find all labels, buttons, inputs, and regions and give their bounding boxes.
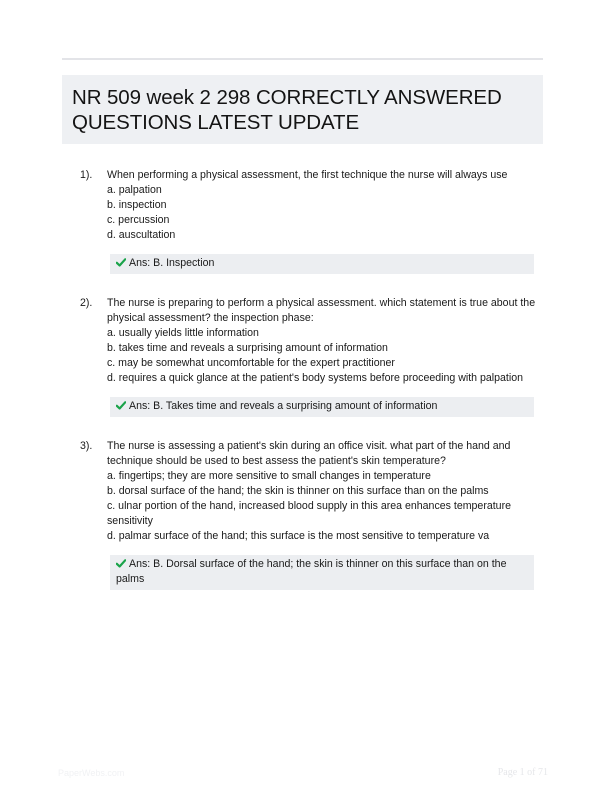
- option-list: [107, 183, 540, 243]
- title-banner: [62, 75, 543, 144]
- check-icon: [116, 258, 126, 267]
- answer-box-1: [110, 254, 534, 274]
- answer-box-3: [110, 555, 534, 590]
- option-c: c. ulnar portion of the hand, increased blood supply in this area enhances temperature sensitivity: [107, 500, 511, 527]
- question-2: [80, 296, 540, 386]
- option-d: d. palmar surface of the hand; this surface is the most sensitive to temperature va: [107, 530, 490, 542]
- page-title: NR 509 week 2 298 CORRECTLY ANSWERED QUESTIONS LATEST UPDATE: [72, 86, 502, 134]
- option-a: a. palpation: [107, 184, 162, 196]
- page-indicator: Page 1 of 71: [497, 767, 548, 778]
- option-a: a. usually yields little information: [107, 327, 259, 339]
- option-b: b. dorsal surface of the hand; the skin is thinner on this surface than on the palms: [107, 485, 489, 497]
- question-text: The nurse is preparing to perform a physical assessment. which statement is true about the physical assessment? the inspection phase:: [107, 297, 536, 324]
- question-number: 1).: [80, 169, 93, 181]
- question-number: 2).: [80, 297, 93, 309]
- check-icon: [116, 559, 126, 568]
- header-divider: [62, 58, 543, 60]
- question-3: [80, 439, 540, 544]
- question-body: [107, 296, 540, 386]
- answer-box-2: [110, 397, 534, 417]
- question-body: [107, 168, 540, 243]
- option-b: b. takes time and reveals a surprising amount of information: [107, 342, 388, 354]
- answer-text: Ans: B. Takes time and reveals a surprising amount of information: [129, 400, 438, 412]
- question-1: [80, 168, 540, 243]
- footer-watermark: PaperWebs.com: [58, 768, 125, 778]
- check-icon: [116, 401, 126, 410]
- option-a: a. fingertips; they are more sensitive to small changes in temperature: [107, 470, 431, 482]
- option-c: c. percussion: [107, 214, 170, 226]
- option-d: d. auscultation: [107, 229, 176, 241]
- option-b: b. inspection: [107, 199, 167, 211]
- option-list: [107, 469, 540, 544]
- option-c: c. may be somewhat uncomfortable for the expert practitioner: [107, 357, 395, 369]
- answer-text: Ans: B. Dorsal surface of the hand; the skin is thinner on this surface than on the palms: [116, 558, 507, 585]
- question-number: 3).: [80, 440, 93, 452]
- option-d: d. requires a quick glance at the patient's body systems before proceeding with palpation: [107, 372, 524, 384]
- question-body: [107, 439, 540, 544]
- question-text: The nurse is assessing a patient's skin during an office visit. what part of the hand and technique should be used to best assess the patient's skin temperature?: [107, 440, 511, 467]
- option-list: [107, 326, 540, 386]
- answer-text: Ans: B. Inspection: [129, 257, 215, 269]
- question-text: When performing a physical assessment, the first technique the nurse will always use: [107, 169, 508, 181]
